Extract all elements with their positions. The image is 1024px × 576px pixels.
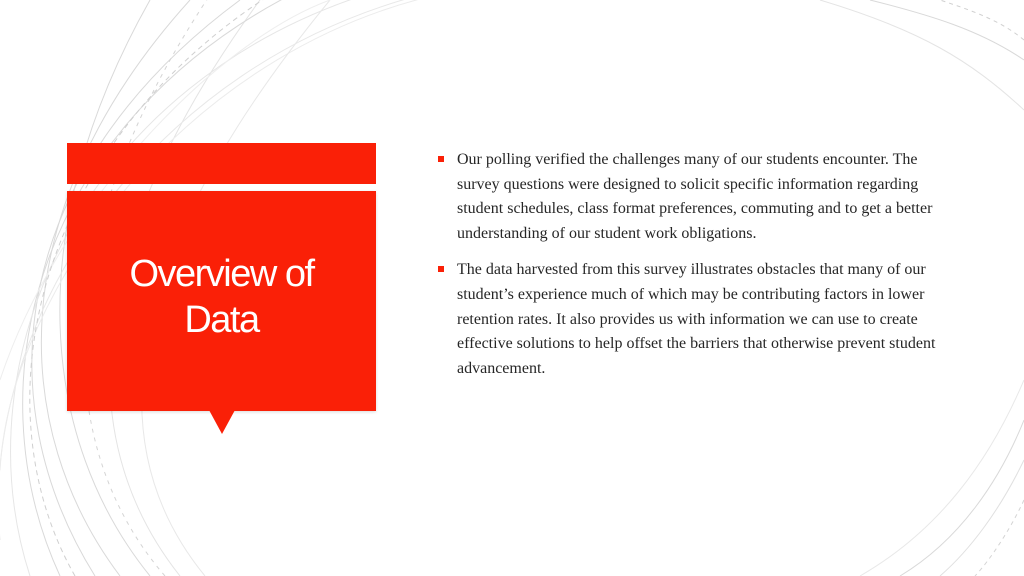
bullet-item <box>436 148 956 246</box>
bullet-list <box>436 148 956 393</box>
square-bullet-icon <box>438 266 444 272</box>
accent-bar <box>67 143 376 184</box>
square-bullet-icon <box>438 156 444 162</box>
title-pointer-triangle <box>209 410 235 434</box>
slide-title: Overview of Data <box>129 253 314 341</box>
bullet-text: Our polling verified the challenges many of our students encounter. The survey questions were designed to solicit specific information regarding student schedules, class format preferences, commuting and to get a better understanding of our student work obligations. <box>457 151 933 242</box>
title-box <box>67 191 376 411</box>
bullet-item <box>436 258 956 381</box>
bullet-text: The data harvested from this survey illustrates obstacles that many of our student’s experience much of which may be contributing factors in lower retention rates. It also provides us with information we can use to create effective solutions to help offset the barriers that otherwise prevent student advancement. <box>457 261 936 377</box>
